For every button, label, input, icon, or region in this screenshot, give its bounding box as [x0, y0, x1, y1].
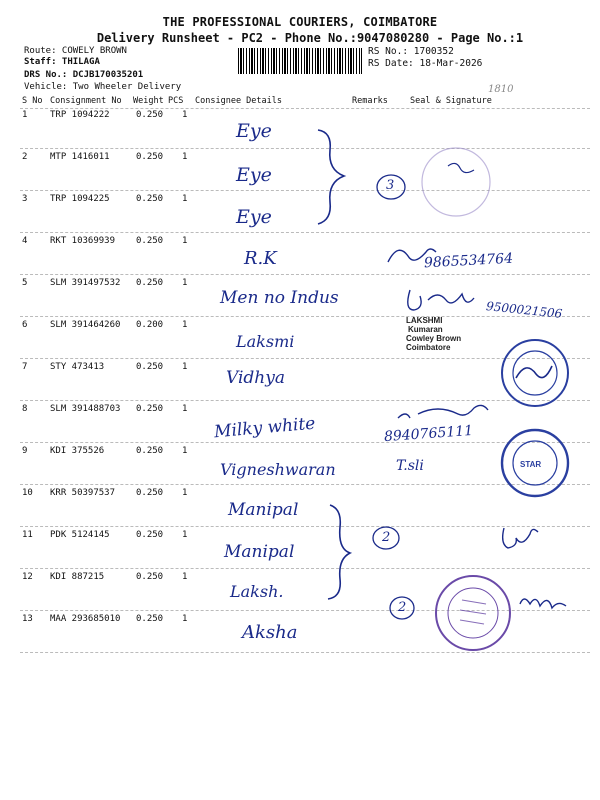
staff-label: Staff: THILAGA	[24, 57, 100, 67]
row-consignment: SLM 391488703	[50, 404, 121, 414]
signature-text: T.sli	[396, 458, 424, 474]
stamp-star-label: STAR	[520, 460, 542, 469]
row-consignment: RKT 10369939	[50, 236, 116, 246]
row-weight: 0.250	[136, 194, 164, 204]
row-pcs: 1	[182, 488, 188, 498]
row-pcs: 1	[182, 362, 188, 372]
col-consignment: Consignment No	[50, 96, 122, 106]
row-pcs: 1	[182, 194, 188, 204]
row-sno: 4	[22, 236, 28, 246]
phone-note: 8940765111	[383, 422, 474, 446]
row-consignment: MAA 293685010	[50, 614, 121, 624]
row-sno: 10	[22, 488, 33, 498]
handwritten-consignee: Men no Indus	[220, 288, 339, 308]
rs-number: RS No.: 1700352	[368, 46, 454, 57]
rs-date: RS Date: 18-Mar-2026	[368, 58, 483, 69]
signature-mark	[398, 405, 488, 418]
col-remarks: Remarks	[352, 96, 388, 106]
vehicle-label: Vehicle: Two Wheeler Delivery	[24, 82, 182, 92]
count-circle	[390, 597, 414, 619]
route-label: Route: COWELY BROWN	[24, 46, 127, 56]
purple-stamp	[436, 576, 510, 650]
brace-mark	[328, 505, 350, 599]
company-title: THE PROFESSIONAL COURIERS, COIMBATORE	[162, 15, 438, 29]
count-circle	[373, 527, 399, 549]
row-weight: 0.250	[136, 488, 164, 498]
star-health-stamp	[502, 430, 568, 496]
row-consignment: STY 473413	[50, 362, 105, 372]
group-count: 2	[382, 530, 391, 545]
handwritten-consignee: R.K	[244, 248, 277, 269]
row-consignment: MTP 1416011	[50, 152, 110, 162]
row-pcs: 1	[182, 614, 188, 624]
handwritten-consignee: Manipal	[228, 500, 299, 520]
row-pcs: 1	[182, 320, 188, 330]
row-weight: 0.250	[136, 152, 164, 162]
row-weight: 0.250	[136, 278, 164, 288]
phone-note: 9865534764	[423, 250, 514, 272]
row-consignment: PDK 5124145	[50, 530, 110, 540]
handwritten-consignee: Milky white	[213, 413, 317, 443]
row-weight: 0.250	[136, 572, 164, 582]
row-pcs: 1	[182, 404, 188, 414]
row-weight: 0.200	[136, 320, 164, 330]
row-weight: 0.250	[136, 362, 164, 372]
row-sno: 5	[22, 278, 28, 288]
row-pcs: 1	[182, 110, 188, 120]
row-sno: 11	[22, 530, 33, 540]
corner-note: 1810	[488, 84, 514, 95]
drs-number: DRS No.: DCJB170035201	[24, 70, 144, 80]
row-weight: 0.250	[136, 446, 164, 456]
row-sno: 1	[22, 110, 28, 120]
row-consignment: TRP 1094225	[50, 194, 110, 204]
row-consignment: KDI 375526	[50, 446, 105, 456]
row-sno: 7	[22, 362, 28, 372]
phone-note: 9500021506	[485, 299, 563, 321]
count-circle	[377, 175, 405, 199]
group-count: 3	[386, 178, 395, 193]
row-consignment: TRP 1094222	[50, 110, 110, 120]
row-weight: 0.250	[136, 614, 164, 624]
stamp-lakshmi: LAKSHMI Kumaran Cowley Brown Coimbatore	[406, 316, 462, 352]
handwritten-consignee: Manipal	[224, 542, 295, 562]
handwritten-consignee: Eye	[236, 164, 272, 186]
row-pcs: 1	[182, 572, 188, 582]
signature-mark	[408, 290, 474, 310]
col-seal: Seal & Signature	[410, 96, 492, 106]
brace-mark	[318, 130, 344, 224]
signature-mark	[520, 599, 566, 608]
row-pcs: 1	[182, 530, 188, 540]
group-count: 2	[398, 600, 407, 615]
row-pcs: 1	[182, 152, 188, 162]
col-consignee: Consignee Details	[195, 96, 282, 106]
handwritten-consignee: Eye	[236, 206, 272, 228]
handwritten-consignee: Aksha	[242, 622, 298, 643]
handwritten-consignee: Laksmi	[236, 332, 295, 351]
row-weight: 0.250	[136, 236, 164, 246]
row-sno: 12	[22, 572, 33, 582]
handwritten-consignee: Eye	[236, 120, 272, 142]
signature-mark	[448, 163, 474, 172]
handwritten-consignee: Vigneshwaran	[220, 460, 336, 479]
row-pcs: 1	[182, 446, 188, 456]
row-weight: 0.250	[136, 404, 164, 414]
runsheet-subtitle: Delivery Runsheet - PC2 - Phone No.:9047080280 - Page No.:1	[96, 31, 524, 45]
row-weight: 0.250	[136, 110, 164, 120]
row-consignment: KRR 50397537	[50, 488, 116, 498]
signature-mark	[503, 528, 538, 548]
handwritten-consignee: Vidhya	[226, 368, 285, 388]
row-pcs: 1	[182, 236, 188, 246]
handwritten-consignee: Laksh.	[230, 582, 284, 601]
row-consignment: SLM 391464260	[50, 320, 121, 330]
col-sno: S No	[22, 96, 43, 106]
row-weight: 0.250	[136, 530, 164, 540]
row-sno: 3	[22, 194, 28, 204]
col-pcs: PCS	[168, 96, 184, 106]
row-consignment: SLM 391497532	[50, 278, 121, 288]
row-sno: 6	[22, 320, 28, 330]
row-sno: 2	[22, 152, 28, 162]
faint-stamp	[422, 148, 490, 216]
row-sno: 13	[22, 614, 33, 624]
row-pcs: 1	[182, 278, 188, 288]
row-sno: 8	[22, 404, 28, 414]
row-consignment: KDI 887215	[50, 572, 105, 582]
signature-mark	[388, 249, 436, 262]
col-weight: Weight	[133, 96, 164, 106]
row-sno: 9	[22, 446, 28, 456]
